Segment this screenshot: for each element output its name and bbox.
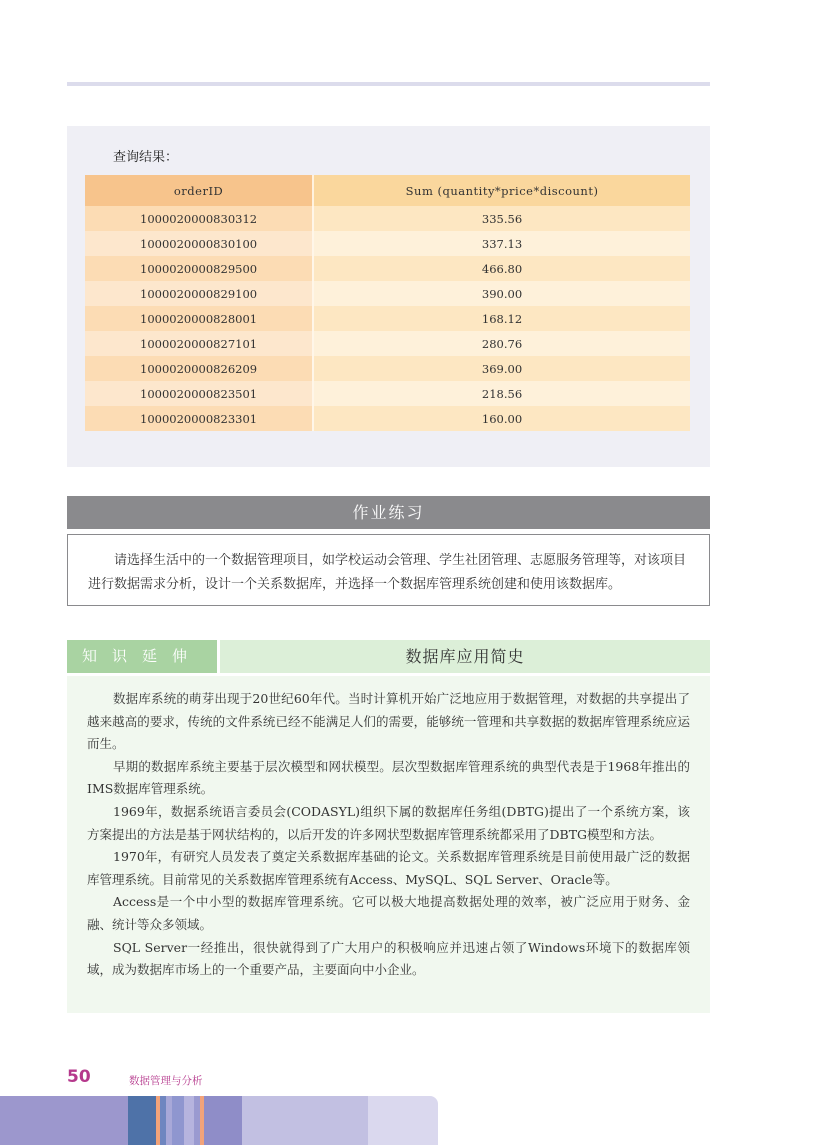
homework-box: [67, 534, 710, 606]
homework-text: 请选择生活中的一个数据管理项目，如学校运动会管理、学生社团管理、志愿服务管理等，对该项目进行数据需求分析，设计一个关系数据库，并选择一个数据库管理系统创建和使用该数据库。: [88, 553, 687, 592]
knowledge-extension-tag: 知识延伸: [67, 640, 217, 673]
table-row: [85, 406, 690, 431]
order-id-cell: 1000020000823301: [85, 406, 312, 431]
paragraph: 早期的数据库系统主要基于层次模型和网状模型。层次型数据库管理系统的典型代表是于1968年推出的IMS数据库管理系统。: [87, 758, 690, 797]
table-row: [85, 331, 690, 356]
paragraph: Access是一个中小型的数据库管理系统。它可以极大地提高数据处理的效率，被广泛应用于财务、金融、统计等众多领域。: [87, 894, 690, 932]
decorative-color-bars: [0, 1096, 816, 1145]
order-id-cell: 1000020000828001: [85, 306, 312, 331]
decor-bar: [184, 1096, 194, 1145]
decor-bar: [172, 1096, 184, 1145]
column-header-orderid: orderID: [85, 175, 312, 206]
knowledge-extension-title: 数据库应用简史: [220, 640, 710, 673]
sum-cell: 168.12: [312, 306, 690, 331]
sum-cell: 218.56: [312, 381, 690, 406]
column-header-sum: Sum (quantity*price*discount): [312, 175, 690, 206]
homework-header: 作业练习: [67, 496, 710, 529]
sum-cell: 466.80: [312, 256, 690, 281]
order-id-cell: 1000020000823501: [85, 381, 312, 406]
order-id-cell: 1000020000826209: [85, 356, 312, 381]
table-row: [85, 231, 690, 256]
table-row: [85, 206, 690, 231]
order-id-cell: 1000020000829100: [85, 281, 312, 306]
paragraph: SQL Server一经推出，很快就得到了广大用户的积极响应并迅速占领了Windows环境下的数据库领域，成为数据库市场上的一个重要产品，主要面向中小企业。: [87, 939, 690, 978]
decor-bar: [368, 1096, 438, 1145]
sum-cell: 337.13: [312, 231, 690, 256]
top-divider: [67, 82, 710, 86]
table-row: [85, 306, 690, 331]
page-number: 50: [67, 1067, 91, 1087]
decor-bar: [242, 1096, 368, 1145]
table-row: [85, 381, 690, 406]
table-row: [85, 356, 690, 381]
sum-cell: 335.56: [312, 206, 690, 231]
knowledge-extension-body: [67, 676, 710, 1013]
sum-cell: 160.00: [312, 406, 690, 431]
table-header-row: [85, 175, 690, 206]
query-result-title: 查询结果：: [113, 150, 179, 165]
decor-bar: [128, 1096, 156, 1145]
order-id-cell: 1000020000830312: [85, 206, 312, 231]
paragraph: 数据库系统的萌芽出现于20世纪60年代。当时计算机开始广泛地应用于数据管理，对数据的共享提出了越来越高的要求，传统的文件系统已经不能满足人们的需要，能够统一管理和共享数据的数据库管理系统应运而生。: [87, 691, 690, 752]
knowledge-extension-header: [67, 640, 710, 673]
table-row: [85, 256, 690, 281]
table-row: [85, 281, 690, 306]
order-id-cell: 1000020000827101: [85, 331, 312, 356]
order-id-cell: 1000020000830100: [85, 231, 312, 256]
decor-bar: [0, 1096, 128, 1145]
decor-bar: [204, 1096, 242, 1145]
query-result-panel: [67, 126, 710, 467]
paragraph: 1969年，数据系统语言委员会(CODASYL)组织下属的数据库任务组(DBTG)提出了一个系统方案，该方案提出的方法是基于网状结构的，以后开发的许多网状型数据库管理系统都采用了DBTG模型和方法。: [87, 803, 690, 842]
sum-cell: 390.00: [312, 281, 690, 306]
paragraph: 1970年，有研究人员发表了奠定关系数据库基础的论文。关系数据库管理系统是目前使用最广泛的数据库管理系统。目前常见的关系数据库管理系统有Access、MySQL、SQL Server、Oracle等。: [87, 849, 690, 887]
order-id-cell: 1000020000829500: [85, 256, 312, 281]
sum-cell: 280.76: [312, 331, 690, 356]
query-result-table: [85, 175, 690, 431]
sum-cell: 369.00: [312, 356, 690, 381]
book-title: 数据管理与分析: [129, 1075, 203, 1087]
